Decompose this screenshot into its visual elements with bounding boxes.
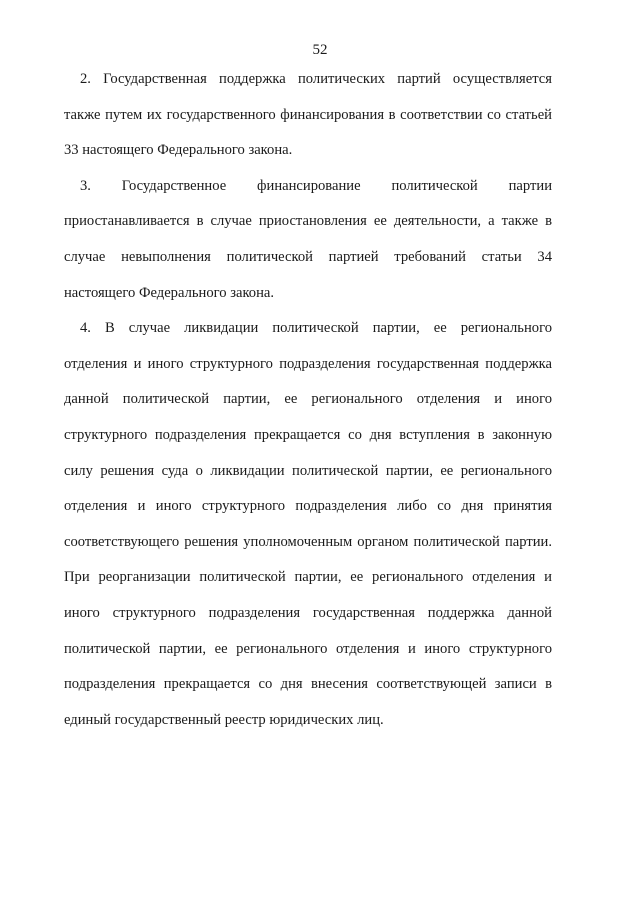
text-line: соответствующего решения уполномоченным органом политической партии. xyxy=(64,533,552,550)
text-line: 4. В случае ликвидации политической партии, ее регионального xyxy=(80,320,552,337)
text-line: подразделения прекращается со дня внесения соответствующей записи в xyxy=(64,676,552,693)
text-line: единый государственный реестр юридических лиц. xyxy=(64,711,384,728)
text-line: данной политической партии, ее регионального отделения и иного xyxy=(64,391,552,408)
text-line: случае невыполнения политической партией требований статьи 34 xyxy=(64,248,552,265)
text-line: также путем их государственного финансирования в соответствии со статьей xyxy=(64,106,552,123)
text-line: 3. Государственное финансирование политической партии xyxy=(80,177,552,194)
text-line: 2. Государственная поддержка политических партий осуществляется xyxy=(80,71,552,87)
paragraph-3 xyxy=(64,169,552,311)
paragraph-4 xyxy=(64,311,552,738)
text-line: иного структурного подразделения государственная поддержка данной xyxy=(64,604,552,621)
text-line: настоящего Федерального закона. xyxy=(64,284,275,301)
paragraph-2 xyxy=(64,62,552,169)
text-line: отделения и иного структурного подразделения либо со дня принятия xyxy=(64,498,552,515)
text-line: силу решения суда о ликвидации политической партии, ее регионального xyxy=(64,462,552,479)
text-line: политической партии, ее регионального отделения и иного структурного xyxy=(64,640,552,657)
text-line: структурного подразделения прекращается со дня вступления в законную xyxy=(64,426,552,443)
text-line: 33 настоящего Федерального закона. xyxy=(64,142,293,159)
page-number: 52 xyxy=(312,42,328,58)
text-line: приостанавливается в случае приостановления ее деятельности, а также в xyxy=(64,213,552,230)
document-body xyxy=(64,62,552,738)
text-line: отделения и иного структурного подразделения государственная поддержка xyxy=(64,355,552,372)
text-line: При реорганизации политической партии, ее регионального отделения и xyxy=(64,569,552,586)
